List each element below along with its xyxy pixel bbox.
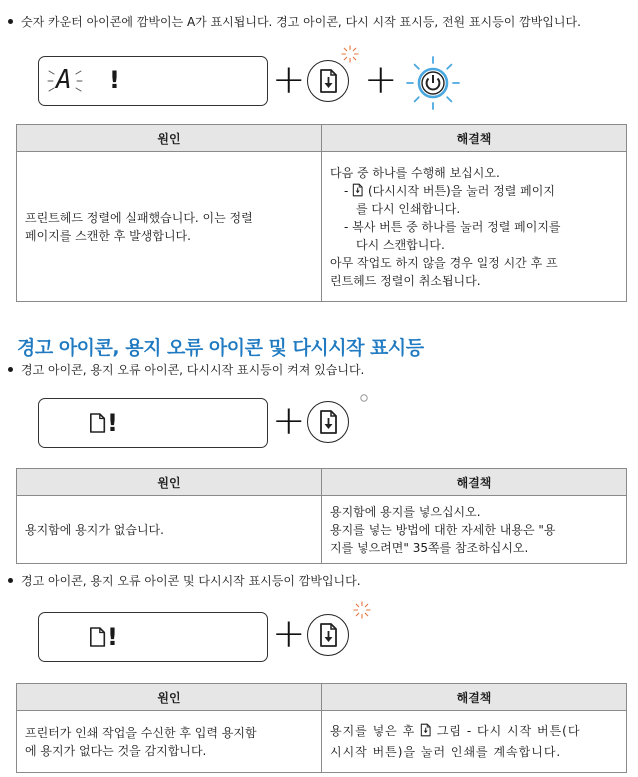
cause-cell: 프린트헤드 정렬에 실패했습니다. 이는 정렬 페이지를 스캔한 후 발생합니다. xyxy=(17,152,322,302)
warning-icon: ! xyxy=(107,409,118,437)
cause-header: 원인 xyxy=(17,125,322,152)
resume-button xyxy=(307,401,349,443)
bullet-dot-icon xyxy=(8,578,13,583)
section1-bullet: 숫자 카운터 아이콘에 깜박이는 A가 표시됩니다. 경고 아이콘, 다시 시작 표시등, 전원 표시등이 깜박입니다. xyxy=(6,14,581,30)
warning-icon: ! xyxy=(107,623,118,651)
plus-sign: + xyxy=(272,398,306,444)
resume-icon xyxy=(308,61,348,101)
resume-icon xyxy=(308,402,348,442)
power-light-icon xyxy=(404,54,462,112)
resume-button xyxy=(307,614,349,656)
cause-header: 원인 xyxy=(17,469,322,496)
solution-cell: 용지를 넣은 후 그림 - 다시 시작 버튼(다 시시작 버튼)을 눌러 인쇄를 계속합니다. xyxy=(322,711,627,773)
section2-table xyxy=(16,468,627,564)
cause-header: 원인 xyxy=(17,684,322,711)
section1-table xyxy=(16,124,627,302)
plus-sign: + xyxy=(272,611,306,657)
section-heading: 경고 아이콘, 용지 오류 아이콘 및 다시시작 표시등 xyxy=(17,337,424,359)
resume-button xyxy=(307,60,349,102)
blink-indicator-icon xyxy=(353,601,371,619)
plus-sign: + xyxy=(272,57,306,103)
solution-header: 해결책 xyxy=(322,684,627,711)
solution-header: 해결책 xyxy=(322,469,627,496)
resume-icon xyxy=(308,615,348,655)
control-panel-display xyxy=(38,56,268,106)
section3-bullet: 경고 아이콘, 용지 오류 아이콘 및 다시시작 표시등이 깜박입니다. xyxy=(6,573,361,589)
resume-light-on-icon xyxy=(359,393,369,403)
warning-icon: ! xyxy=(109,66,120,94)
plus-sign: + xyxy=(364,57,398,103)
section3-table xyxy=(16,683,627,773)
section2-bullet: 경고 아이콘, 용지 오류 아이콘, 다시시작 표시등이 켜져 있습니다. xyxy=(6,362,364,378)
resume-icon xyxy=(420,723,432,737)
bullet-dot-icon xyxy=(8,367,13,372)
control-panel-display xyxy=(38,612,268,662)
solution-header: 해결책 xyxy=(322,125,627,152)
bullet-dot-icon xyxy=(8,19,13,24)
resume-icon xyxy=(352,183,364,197)
control-panel-display xyxy=(38,398,268,448)
solution-cell: 다음 중 하나를 수행해 보십시오. - (다시시작 버튼)을 눌러 정렬 페이지 를 다시 인쇄합니다. - 복사 버튼 중 하나를 눌러 정렬 페이지를 다시 스캔합니다. 아무 작업도 하지 않을 경우 일정 시간 후 프 린트헤드 정렬이 취소됩니다. xyxy=(322,152,627,302)
cause-cell: 용지함에 용지가 없습니다. xyxy=(17,496,322,564)
cause-cell: 프린터가 인쇄 작업을 수신한 후 입력 용지함 에 용지가 없다는 것을 감지합니다. xyxy=(17,711,322,773)
paper-error-icon xyxy=(89,626,107,648)
counter-digit: A xyxy=(56,65,72,95)
blink-indicator-icon xyxy=(341,45,359,63)
solution-cell: 용지함에 용지를 넣으십시오. 용지를 넣는 방법에 대한 자세한 내용은 "용 지를 넣으려면" 35쪽를 참조하십시오. xyxy=(322,496,627,564)
paper-error-icon xyxy=(89,412,107,434)
